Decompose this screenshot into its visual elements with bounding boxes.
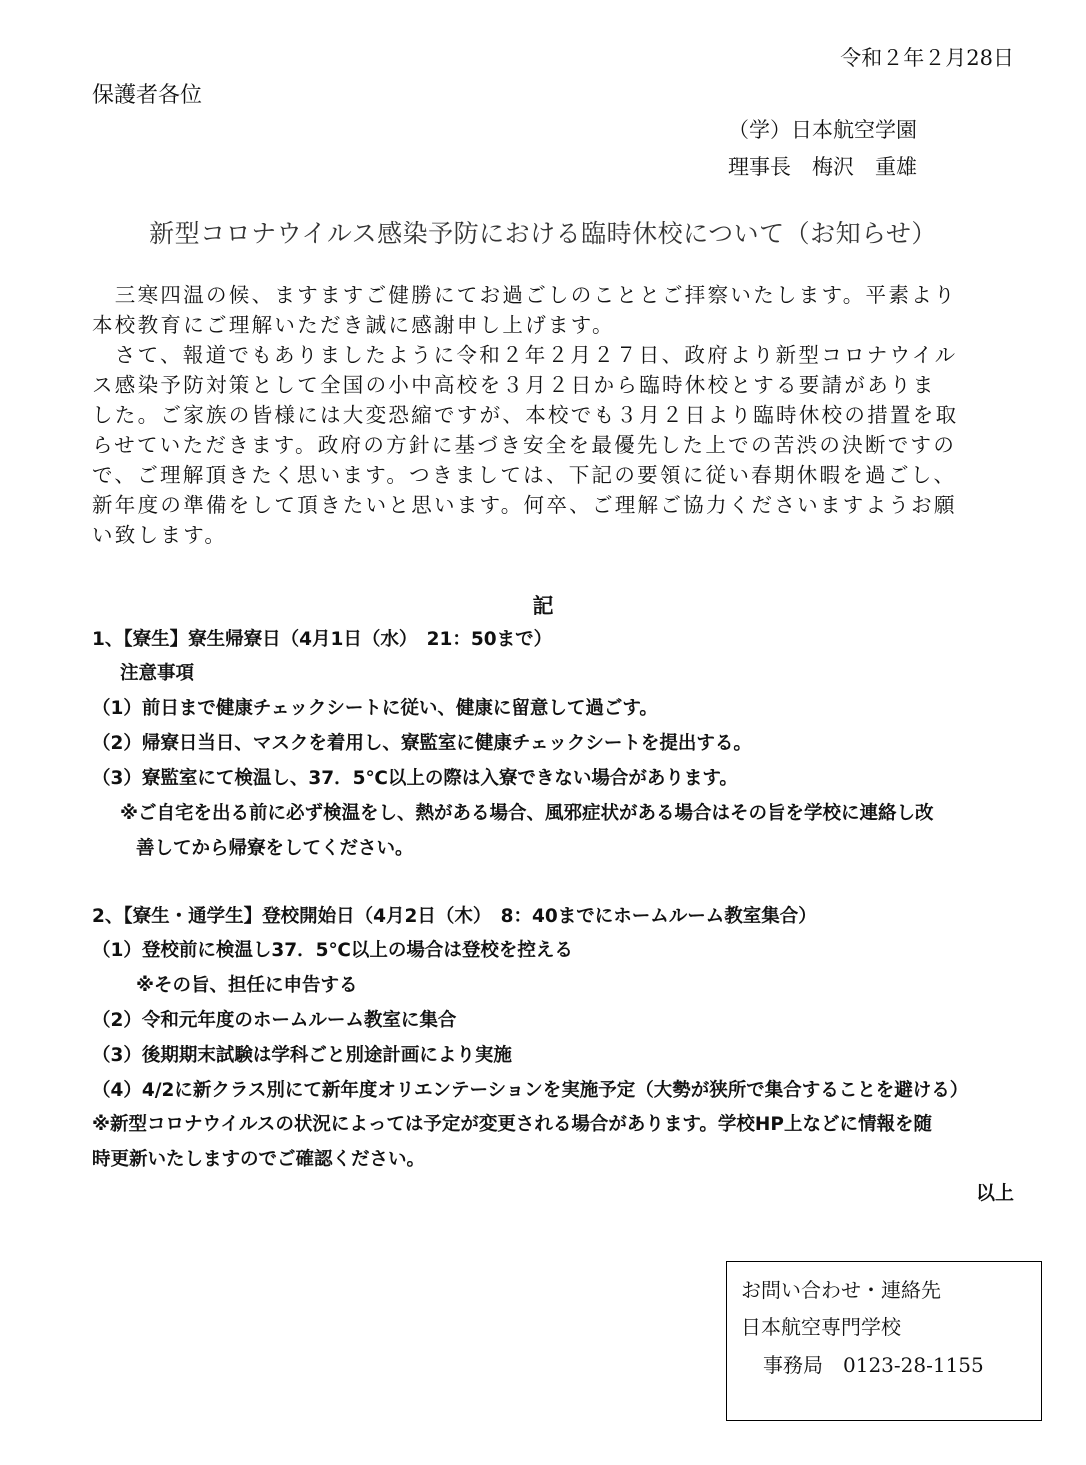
sender-organization: （学）日本航空学園	[728, 118, 917, 142]
intro-line: い致します。	[92, 523, 228, 547]
document-date: 令和２年２月28日	[840, 46, 1014, 70]
contact-school: 日本航空専門学校	[741, 1315, 901, 1339]
intro-line: 新年度の準備をして頂きたいと思います。何卒、ご理解ご協力くださいますようお願	[92, 493, 957, 517]
sender-chairman: 理事長 梅沢 重雄	[728, 155, 917, 179]
document-title: 新型コロナウイルス感染予防における臨時休校について（お知らせ）	[149, 219, 937, 248]
contact-label: お問い合わせ・連絡先	[741, 1278, 941, 1302]
closing-mark: 以上	[975, 1182, 1014, 1204]
intro-line: らせていただきます。政府の方針に基づき安全を最優先した上での苦渋の決断ですの	[92, 433, 957, 457]
section1-item: （3）寮監室にて検温し、37．5℃以上の際は入寮できない場合があります。	[92, 768, 738, 789]
section2-heading: 2、【寮生・通学生】登校開始日（4月2日（木） 8：40までにホームルーム教室集合）	[92, 906, 817, 927]
intro-line: した。ご家族の皆様には大変恐縮ですが、本校でも３月２日より臨時休校の措置を取	[92, 403, 959, 427]
intro-line: で、ご理解頂きたく思います。つきましては、下記の要領に従い春期休暇を過ごし、	[92, 463, 957, 487]
intro-line: 三寒四温の候、ますますご健勝にてお過ごしのこととご拝察いたします。平素より	[92, 283, 957, 307]
intro-line: さて、報道でもありましたように令和２年２月２７日、政府より新型コロナウイル	[92, 343, 958, 367]
section1-heading: 1、【寮生】寮生帰寮日（4月1日（水） 21：50まで）	[92, 629, 553, 650]
section2-item: （1）登校前に検温し37．5℃以上の場合は登校を控える	[92, 940, 573, 961]
section2-item: （2）令和元年度のホームルーム教室に集合	[92, 1010, 457, 1031]
section1-item: （1）前日まで健康チェックシートに従い、健康に留意して過ごす。	[92, 698, 658, 719]
contact-office-phone: 事務局 0123-28-1155	[763, 1353, 984, 1377]
contact-box	[726, 1261, 1042, 1421]
section2-item: （3）後期期末試験は学科ごと別途計画により実施	[92, 1045, 512, 1066]
section1-notes-label: 注意事項	[120, 663, 195, 684]
section2-item-sub: ※その旨、担任に申告する	[136, 975, 358, 996]
section2-notice: ※新型コロナウイルスの状況によっては予定が変更される場合があります。学校HP上などに情報を随	[92, 1114, 932, 1135]
section2-item: （4）4/2に新クラス別にて新年度オリエンテーションを実施予定（大勢が狭所で集合することを避ける）	[92, 1080, 969, 1101]
intro-line: 本校教育にご理解いただき誠に感謝申し上げます。	[92, 313, 615, 337]
notes-marker: 記	[532, 594, 554, 618]
section1-remark-cont: 善してから帰寮をしてください。	[136, 838, 414, 859]
section1-remark: ※ご自宅を出る前に必ず検温をし、熱がある場合、風邪症状がある場合はその旨を学校に連絡し改	[120, 803, 934, 824]
intro-line: ス感染予防対策として全国の小中高校を３月２日から臨時休校とする要請がありま	[92, 373, 936, 397]
recipient: 保護者各位	[92, 83, 203, 108]
intro-paragraph	[92, 280, 1014, 550]
section1-item: （2）帰寮日当日、マスクを着用し、寮監室に健康チェックシートを提出する。	[92, 733, 752, 754]
section2-notice-cont: 時更新いたしますのでご確認ください。	[92, 1149, 426, 1170]
